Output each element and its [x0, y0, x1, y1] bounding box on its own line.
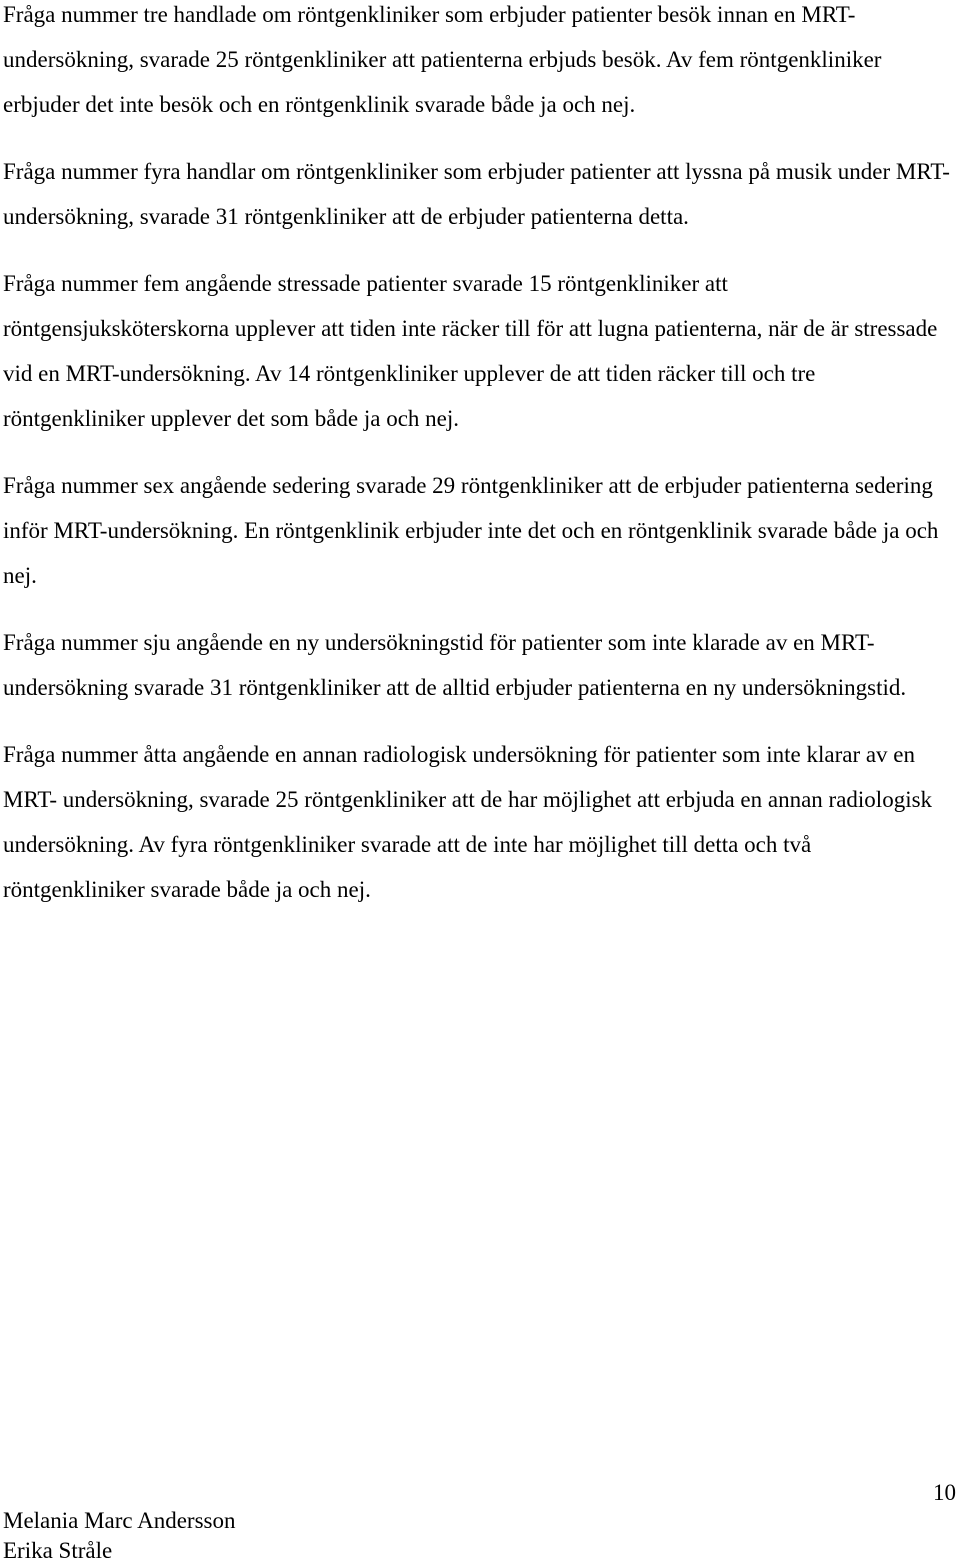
- paragraph-question-4: Fråga nummer fyra handlar om röntgenkliniker som erbjuder patienter att lyssna på musik under MRT-undersökning, svarade 31 röntgenkliniker att de erbjuder patienterna detta.: [3, 159, 950, 229]
- paragraph-question-8: Fråga nummer åtta angående en annan radiologisk undersökning för patienter som inte klarar av en MRT- undersökning, svarade 25 röntgenkliniker att de har möjlighet att erbjuda en annan radiologisk undersökning. Av fyra röntgenkliniker svarade att de inte har möjlighet till detta och två röntgenkliniker svarade både ja och nej.: [3, 742, 933, 902]
- paragraph-question-6: Fråga nummer sex angående sedering svarade 29 röntgenkliniker att de erbjuder patienterna sedering inför MRT-undersökning. En röntgenklinik erbjuder inte det och en röntgenklinik svarade både ja och nej.: [3, 473, 939, 588]
- author-name: Erika Stråle: [3, 1538, 113, 1563]
- paragraph-question-5: Fråga nummer fem angående stressade patienter svarade 15 röntgenkliniker att röntgensjuksköterskorna upplever att tiden inte räcker till för att lugna patienterna, när de är stressade vid en MRT-undersökning. Av 14 röntgenkliniker upplever de att tiden räcker till och tre röntgenkliniker upplever det som både ja och nej.: [3, 271, 938, 431]
- paragraph-question-3: Fråga nummer tre handlade om röntgenkliniker som erbjuder patienter besök innan en MRT-undersökning, svarade 25 röntgenkliniker att patienterna erbjuds besök. Av fem röntgenkliniker erbjuder det inte besök och en röntgenklinik svarade både ja och nej.: [3, 2, 882, 117]
- author-name: Melania Marc Andersson: [3, 1508, 236, 1533]
- footer-authors: [3, 1506, 236, 1566]
- page-number: 10: [933, 1480, 956, 1505]
- paragraph-question-7: Fråga nummer sju angående en ny undersökningstid för patienter som inte klarade av en MRT-undersökning svarade 31 röntgenkliniker att de alltid erbjuder patienterna en ny undersökningstid.: [3, 630, 907, 700]
- document-body: [3, 0, 955, 934]
